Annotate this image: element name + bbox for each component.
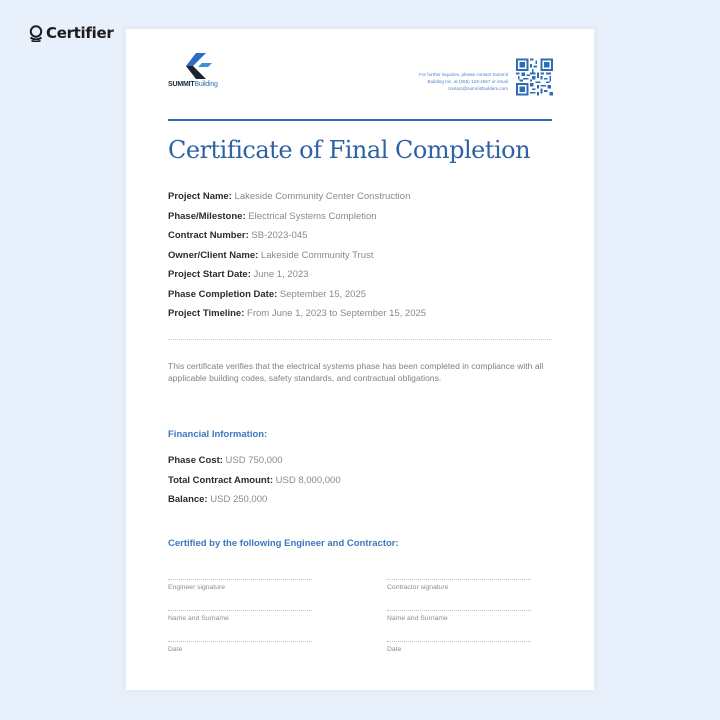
field-owner-client: Owner/Client Name: Lakeside Community Trust: [168, 249, 374, 261]
field-contract-number: Contract Number: SB-2023-045: [168, 230, 308, 241]
contact-info: For further inquiries, please contact Summit Building Inc. at (555) 123-4567 or email contact@summitbuilders.com: [419, 72, 508, 91]
contractor-date-field[interactable]: Date: [387, 641, 531, 653]
company-logo: [168, 53, 248, 88]
brand-name: Certifier: [46, 24, 114, 42]
certifier-logo-icon: [29, 25, 43, 42]
signature-line: [168, 610, 312, 611]
qr-code-icon: [516, 58, 553, 96]
field-timeline: Project Timeline: From June 1, 2023 to September 15, 2025: [168, 308, 427, 319]
field-phase-milestone: Phase/Milestone: Electrical Systems Completion: [168, 210, 377, 222]
certificate-page: [126, 29, 594, 690]
field-balance: Balance: USD 250,000: [168, 494, 268, 505]
certification-heading: Certified by the following Engineer and Contractor:: [168, 538, 399, 549]
signature-line: [387, 579, 531, 580]
signature-line: [168, 641, 312, 642]
field-start-date: Project Start Date: June 1, 2023: [168, 269, 309, 280]
field-project-name: Project Name: Lakeside Community Center Construction: [168, 191, 411, 202]
contractor-name-field[interactable]: Name and Surname: [387, 610, 531, 622]
header-divider: [168, 119, 552, 121]
financial-details: [168, 451, 341, 510]
signature-line: [168, 579, 312, 580]
project-details: [168, 187, 426, 324]
company-name: SUMMITBuilding: [168, 81, 218, 88]
engineer-name-field[interactable]: Name and Surname: [168, 610, 312, 622]
financial-heading: Financial Information:: [168, 429, 268, 440]
field-total-contract: Total Contract Amount: USD 8,000,000: [168, 474, 341, 486]
contractor-signature-field[interactable]: Contractor signature: [387, 579, 531, 591]
field-completion-date: Phase Completion Date: September 15, 2025: [168, 288, 367, 300]
field-phase-cost: Phase Cost: USD 750,000: [168, 455, 283, 466]
signature-line: [387, 641, 531, 642]
summit-building-logo-icon: [182, 53, 216, 79]
section-divider: [168, 339, 552, 340]
certificate-statement: This certificate verifies that the electrical systems phase has been completed in compliance with all applicable building codes, safety standards, and contractual obligations.: [168, 361, 544, 384]
engineer-date-field[interactable]: Date: [168, 641, 312, 653]
signature-line: [387, 610, 531, 611]
engineer-signature-field[interactable]: Engineer signature: [168, 579, 312, 591]
certificate-title: Certificate of Final Completion: [168, 136, 531, 164]
certifier-brand: [29, 24, 113, 42]
